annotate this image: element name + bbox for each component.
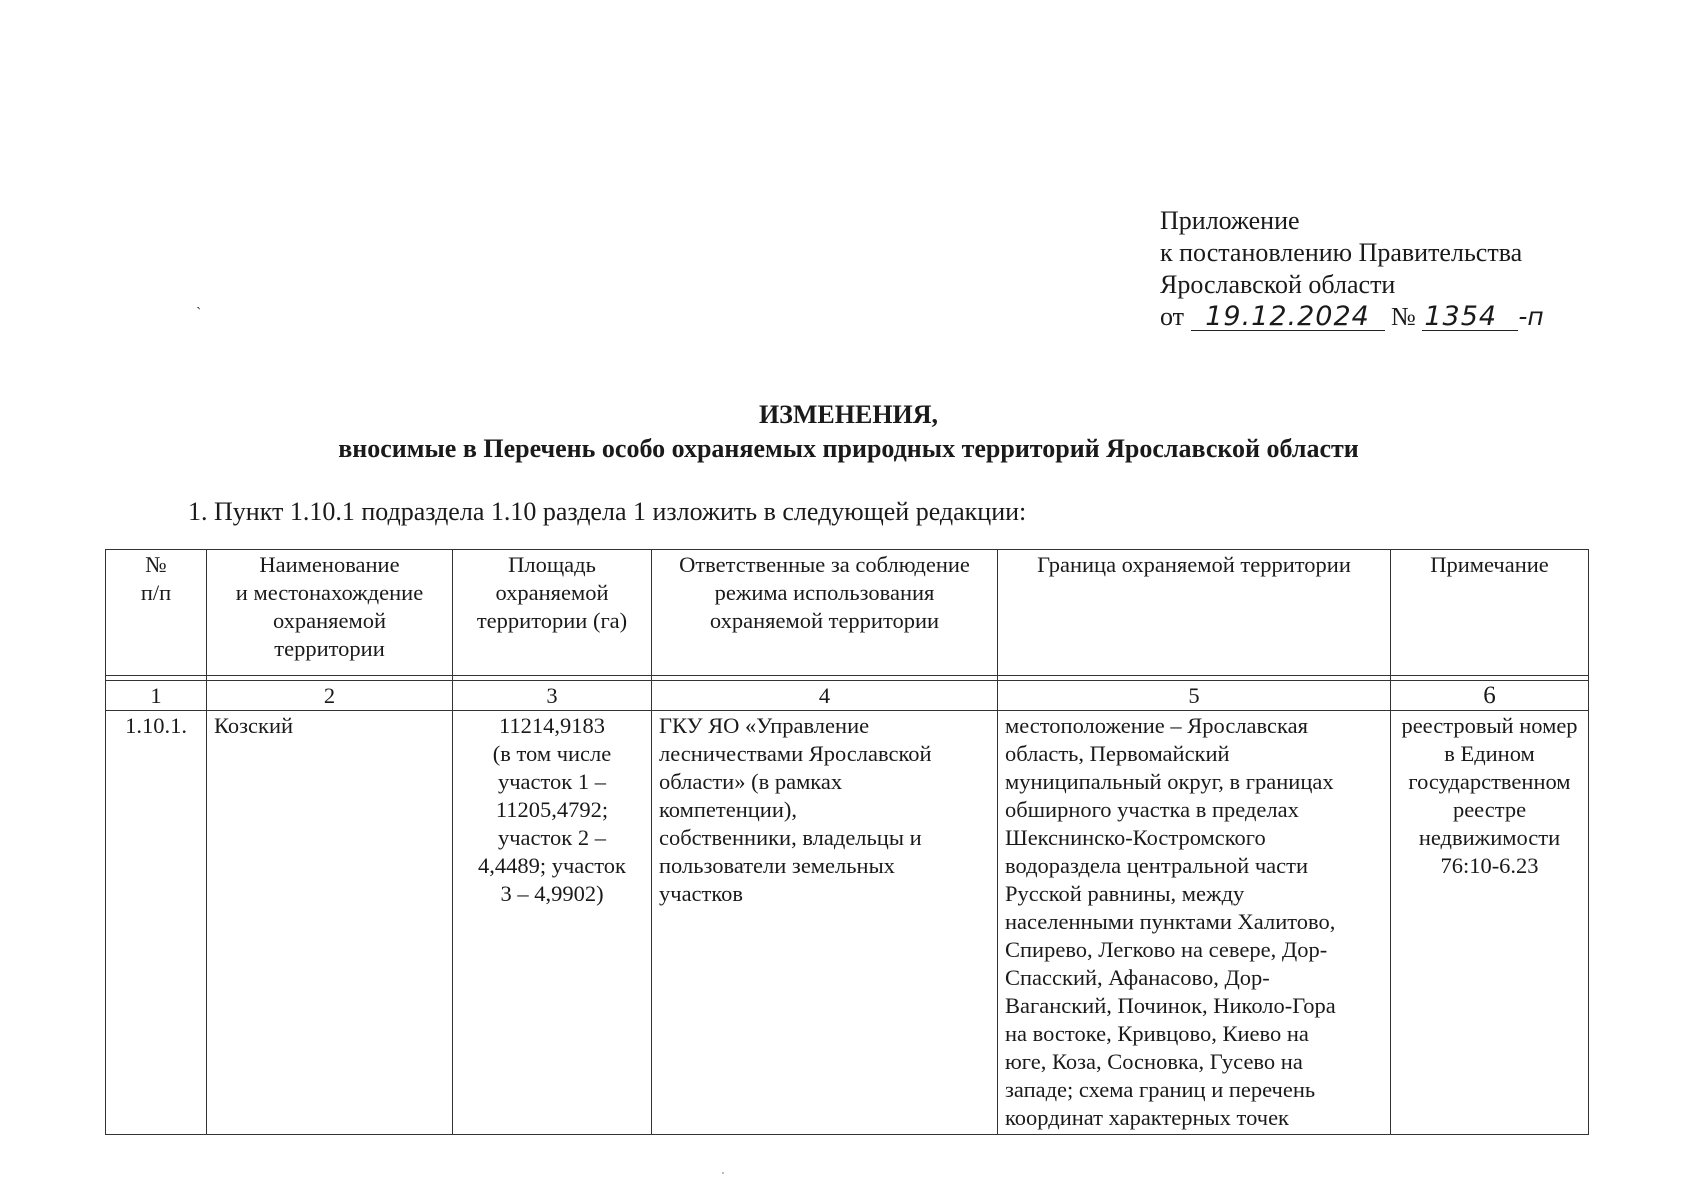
scan-speck (722, 1172, 724, 1174)
appendix-date-number-line (1160, 301, 1544, 333)
table-row (106, 711, 1589, 1135)
column-number-5: 5 (998, 681, 1391, 711)
header-cell-number: № п/п (106, 550, 207, 676)
row-cell-number: 1.10.1. (106, 711, 207, 1135)
column-number-2: 2 (207, 681, 453, 711)
handwritten-date: 19.12.2024 (1191, 304, 1385, 331)
number-label: № (1391, 302, 1416, 331)
document-title: ИЗМЕНЕНИЯ, (758, 400, 939, 429)
document-subtitle: вносимые в Перечень особо охраняемых природных территорий Ярославской области (338, 434, 1359, 463)
number-suffix: -п (1518, 302, 1544, 331)
column-number-3: 3 (453, 681, 652, 711)
handwritten-number: 1354 (1422, 304, 1518, 331)
column-number-4: 4 (652, 681, 998, 711)
column-number-6: 6 (1391, 681, 1589, 711)
header-cell-name: Наименование и местонахождение охраняемой территории (207, 550, 453, 676)
row-cell-responsible: ГКУ ЯО «Управление лесничествами Ярославской области» (в рамках компетенции), собственники, владельцы и пользователи земельных участков (652, 711, 998, 1135)
intro-paragraph: 1. Пункт 1.10.1 подраздела 1.10 раздела 1 изложить в следующей редакции: (188, 497, 1027, 526)
header-cell-note: Примечание (1391, 550, 1589, 676)
appendix-label: Приложение (1160, 206, 1300, 235)
row-cell-boundary: местоположение – Ярославская область, Первомайский муниципальный округ, в границах обширного участка в пределах Шекснинско-Костромского водораздела центральной части Русской равнины, между населенными пунктами Халитово, Спирево, Легково на севере, Дор- Спасский, Афанасово, Дор- Ваганский, Починок, Николо-Гора на востоке, Кривцово, Киево на юге, Коза, Сосновка, Гусево на западе; схема границ и перечень координат характерных точек (998, 711, 1391, 1135)
row-cell-note: реестровый номер в Едином государственном реестре недвижимости 76:10-6.23 (1391, 711, 1589, 1135)
header-cell-boundary: Граница охраняемой территории (998, 550, 1391, 676)
stray-mark: ˋ (196, 305, 202, 322)
appendix-region-line: Ярославской области (1160, 270, 1396, 299)
appendix-resolution-line: к постановлению Правительства (1160, 238, 1523, 267)
row-cell-area: 11214,9183 (в том числе участок 1 – 11205,4792; участок 2 – 4,4489; участок 3 – 4,9902) (453, 711, 652, 1135)
column-number-1: 1 (106, 681, 207, 711)
table-header-row (106, 550, 1589, 676)
table-column-numbers-row (106, 681, 1589, 711)
from-label: от (1160, 302, 1185, 331)
row-cell-name: Козский (207, 711, 453, 1135)
changes-table (105, 549, 1589, 1135)
header-cell-responsible: Ответственные за соблюдение режима использования охраняемой территории (652, 550, 998, 676)
header-cell-area: Площадь охраняемой территории (га) (453, 550, 652, 676)
appendix-block (1160, 205, 1544, 333)
